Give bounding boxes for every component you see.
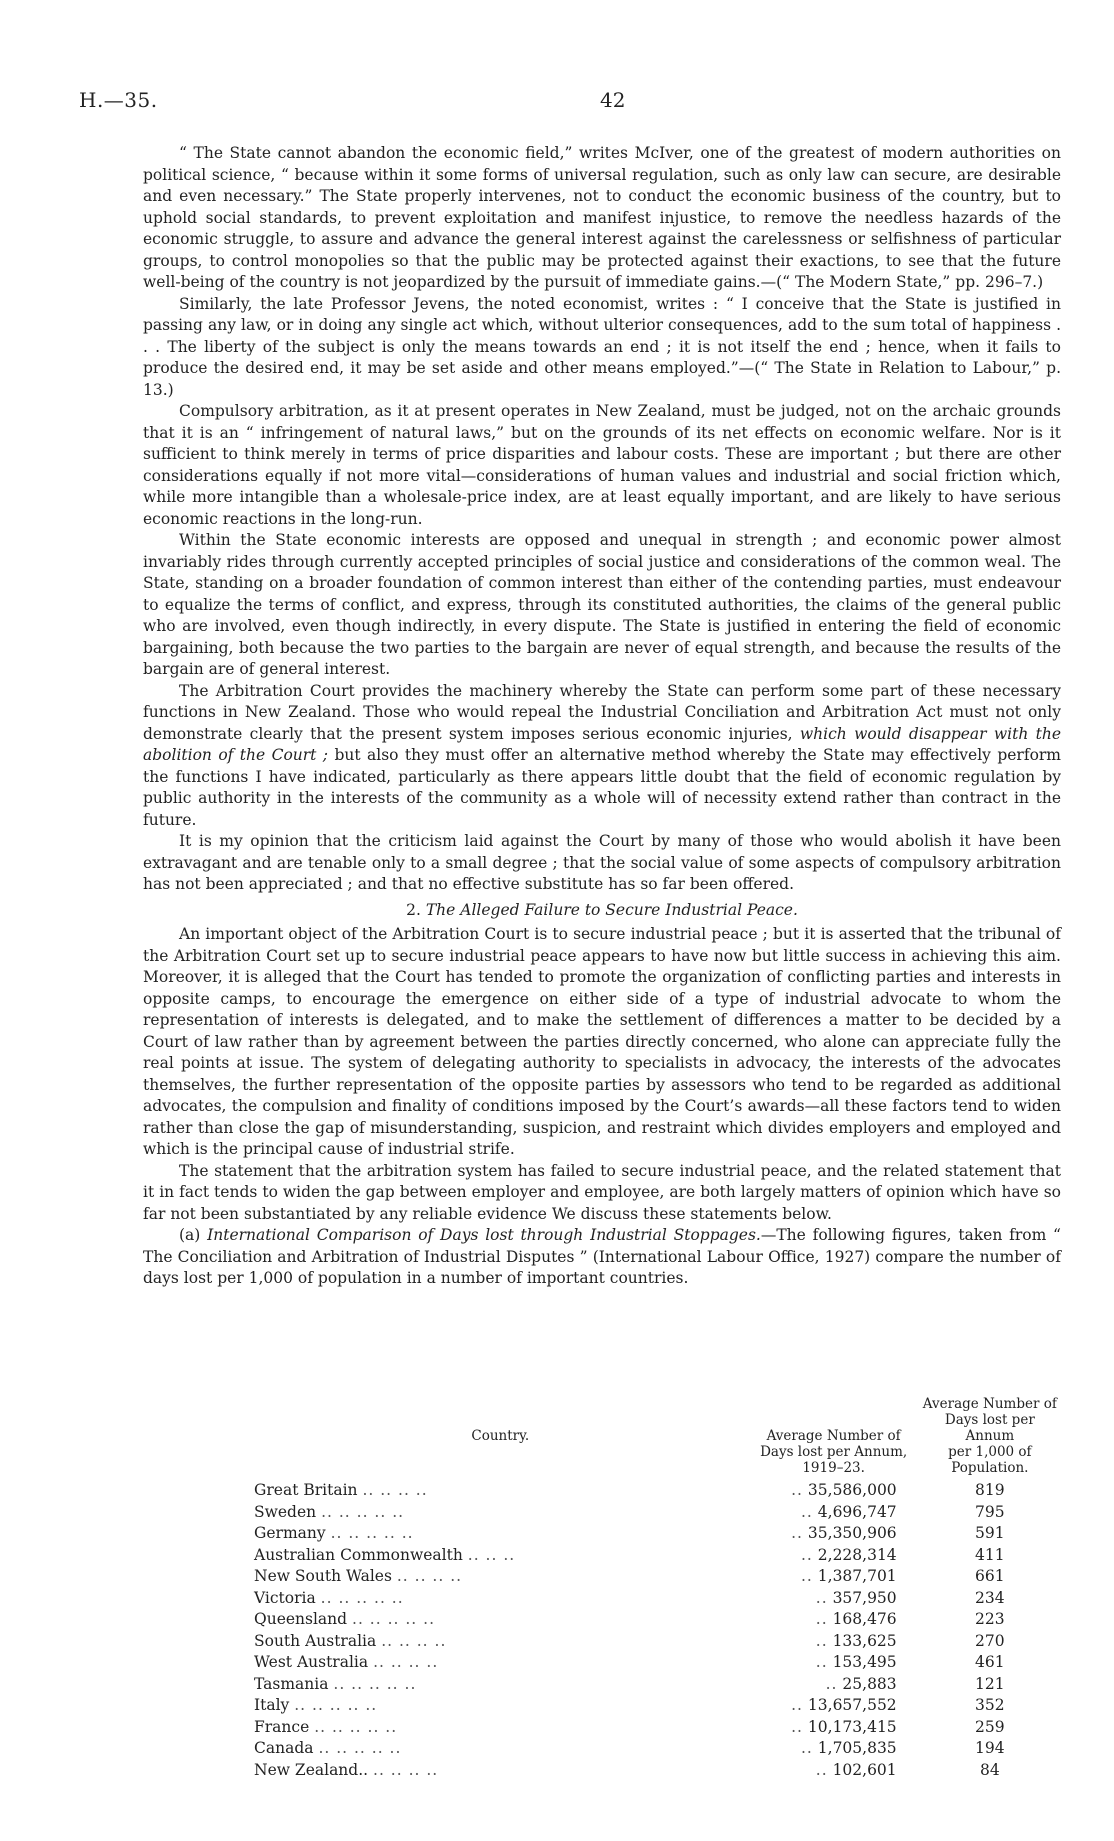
paragraph: Similarly, the late Professor Jevens, the noted economist, writes : “ I conceive that the State is justified in passing any law, or in doing any single act which, without ulterior consequences, add to the sum total of happiness . . . The liberty of the subject is only the means towards an end ; it is not itself the end ; hence, when it fails to produce the desired end, it may be set aside and other means employed.”—(“ The State in Relation to Labour,” p. 13.)	[143, 294, 1061, 399]
table-row	[143, 1480, 1061, 1502]
days-lost-cell: .. 2,228,314	[800, 1545, 897, 1564]
days-lost-cell: .. 1,705,835	[800, 1739, 897, 1757]
document-reference: H.—35.	[79, 88, 158, 112]
per-thousand-cell: 661	[975, 1567, 1005, 1585]
country-cell: Victoria .. .. .. .. ..	[254, 1588, 404, 1607]
subsection-label: (a)	[179, 1226, 201, 1244]
days-lost-cell: .. 13,657,552	[791, 1696, 897, 1714]
table-row	[143, 1717, 1061, 1739]
per-thousand-cell: 194	[975, 1739, 1005, 1757]
table-row	[143, 1545, 1061, 1567]
leader-dots: .. .. .. ..	[373, 1653, 439, 1671]
table-row	[143, 1631, 1061, 1653]
days-lost-cell: .. 168,476	[815, 1610, 897, 1628]
days-lost-cell: .. 102,601	[815, 1760, 897, 1779]
per-thousand-cell: 223	[975, 1610, 1005, 1628]
body-text	[143, 143, 1061, 1290]
table-row	[143, 1502, 1061, 1524]
per-thousand-cell: 259	[975, 1717, 1005, 1736]
country-cell: Sweden .. .. .. .. ..	[254, 1502, 405, 1521]
leader-dots: .. .. .. .. ..	[321, 1502, 405, 1521]
per-thousand-cell: 411	[975, 1545, 1005, 1564]
country-cell: South Australia .. .. .. ..	[254, 1631, 447, 1650]
subsection-text: —The following figures, taken from “ The Conciliation and Arbitration of Industrial Disputes ” (International Labour Office, 1927) compare the number of days lost per 1,000 of population in a number of important countries.	[143, 1226, 1061, 1287]
table-header-row	[143, 1395, 1061, 1480]
country-cell: New South Wales .. .. .. ..	[254, 1567, 463, 1585]
page-header	[0, 88, 1114, 112]
per-thousand-cell: 461	[975, 1653, 1005, 1671]
paragraph: It is my opinion that the criticism laid against the Court by many of those who would abolish it have been extravagant and are tenable only to a small degree ; that the social value of some aspects of compulsory arbitration has not been appreciated ; and that no effective substitute has so far been offered.	[143, 832, 1061, 893]
leader-dots: .. .. .. .. ..	[330, 1524, 414, 1542]
paragraph: Compulsory arbitration, as it at present operates in New Zealand, must be judged, not on the archaic grounds that it is an “ infringement of natural laws,” but on the grounds of its net effects on economic welfare. Nor is it sufficient to think merely in terms of price disparities and labour costs. These are important ; but there are other considerations equally if not more vital—considerations of human values and industrial and social friction which, while more intangible than a wholesale-price index, are at least equally important, and are likely to have serious economic reactions in the long-run.	[143, 402, 1061, 528]
stoppages-table	[143, 1395, 1061, 1781]
per-thousand-cell: 352	[975, 1696, 1005, 1714]
days-lost-cell: .. 35,350,906	[791, 1524, 897, 1542]
paragraph-text: but also they must offer an alternative method whereby the State may effectively perform the functions I have indicated, particularly as there appears little doubt that the field of economic regulation by public authority in the interests of the community as a whole will of necessity extend rather than contract in the future.	[143, 746, 1062, 829]
country-cell: Great Britain .. .. .. ..	[254, 1481, 428, 1499]
days-lost-cell: .. 357,950	[815, 1588, 897, 1607]
leader-dots: .. .. .. .. ..	[314, 1717, 398, 1736]
leader-dots: .. .. .. .. ..	[352, 1610, 435, 1628]
italic-phrase: which would disappear with the abolition of the Court ;	[143, 724, 1061, 764]
leader-dots: .. .. .. .. ..	[294, 1696, 378, 1714]
country-cell: New Zealand.. .. .. .. ..	[254, 1760, 439, 1779]
per-thousand-cell: 591	[975, 1524, 1005, 1542]
leader-dots: .. .. .. .. ..	[333, 1674, 417, 1693]
page-number: 42	[600, 88, 626, 112]
paragraph	[143, 681, 1061, 832]
paragraph: Within the State economic interests are opposed and unequal in strength ; and economic power almost invariably rides through currently accepted principles of social justice and considerations of the common weal. The State, standing on a broader foundation of common interest than either of the contending parties, must endeavour to equalize the terms of conflict, and express, through its constituted authorities, the claims of the general public who are involved, even though indirectly, in every dispute. The State is justified in entering the field of economic bargaining, both because the two parties to the bargain are never of equal strength, and because the results of the bargain are of general interest.	[143, 531, 1061, 678]
leader-dots: .. .. .. ..	[373, 1760, 439, 1779]
paragraph	[143, 1225, 1061, 1290]
days-lost-cell: .. 10,173,415	[791, 1717, 897, 1736]
per-thousand-cell: 121	[975, 1674, 1005, 1693]
days-lost-cell: .. 133,625	[815, 1631, 897, 1650]
days-lost-cell: .. 25,883	[825, 1674, 897, 1693]
per-thousand-cell: 795	[975, 1502, 1005, 1521]
table-row	[143, 1652, 1061, 1674]
section-heading	[143, 900, 1061, 922]
per-thousand-cell: 234	[975, 1588, 1005, 1607]
per-thousand-cell: 819	[975, 1481, 1005, 1499]
per-thousand-header: Average Number of Days lost per Annum per 1,000 of Population.	[922, 1396, 1057, 1476]
country-cell: Germany .. .. .. .. ..	[254, 1524, 414, 1542]
paragraph-text: The Arbitration Court provides the machinery whereby the State can perform some part of these necessary functions in New Zealand. Those who would repeal the Industrial Conciliation and Arbitration Act must not only demonstrate clearly that the present system imposes serious economic injuries,	[143, 681, 1061, 743]
days-lost-cell: .. 153,495	[815, 1653, 897, 1671]
table-row	[143, 1566, 1061, 1588]
section-number: 2.	[406, 900, 421, 919]
leader-dots: .. .. .. ..	[396, 1567, 463, 1585]
leader-dots: .. .. ..	[467, 1545, 516, 1564]
table-row	[143, 1674, 1061, 1696]
days-lost-cell: .. 4,696,747	[800, 1502, 897, 1521]
country-header: Country.	[471, 1428, 530, 1444]
country-cell: Italy .. .. .. .. ..	[254, 1696, 378, 1714]
table-row	[143, 1695, 1061, 1717]
country-cell: France .. .. .. .. ..	[254, 1717, 398, 1736]
per-thousand-cell: 270	[975, 1631, 1005, 1650]
days-lost-cell: .. 35,586,000	[791, 1481, 897, 1499]
table-row	[143, 1588, 1061, 1610]
days-lost-header: Average Number of Days lost per Annum, 1919–23.	[760, 1428, 908, 1476]
paragraph: The statement that the arbitration system has failed to secure industrial peace, and the related statement that it in fact tends to widen the gap between employer and employee, are both largely matters of opinion which have so far not been substantiated by any reliable evidence We discuss these statements below.	[143, 1161, 1061, 1223]
leader-dots: .. .. .. ..	[381, 1631, 447, 1650]
per-thousand-cell: 84	[979, 1760, 1000, 1779]
paragraph: “ The State cannot abandon the economic field,” writes McIver, one of the greatest of modern authorities on political science, “ because within it some forms of universal regulation, such as only law can secure, are desirable and even necessary.” The State properly intervenes, not to conduct the economic business of the country, but to uphold social standards, to prevent exploitation and manifest injustice, to remove the needless hazards of the economic struggle, to assure and advance the general interest against the carelessness or selfishness of particular groups, to control monopolies so that the public may be protected against their exactions, to see that the future well-being of the country is not jeopardized by the pursuit of immediate gains.—(“ The Modern State,” pp. 296–7.)	[143, 144, 1061, 291]
paragraph: An important object of the Arbitration Court is to secure industrial peace ; but it is asserted that the tribunal of the Arbitration Court set up to secure industrial peace appears to have now but little success in achieving this aim. Moreover, it is alleged that the Court has tended to promote the organization of conflicting parties and interests in opposite camps, to encourage the emergence on either side of a type of industrial advocate to whom the representation of interests is delegated, and to make the settlement of differences a matter to be decided by a Court of law rather than by agreement between the parties directly concerned, who alone can appreciate fully the real points at issue. The system of delegating authority to specialists in advocacy, the interests of the advocates themselves, the further representation of the opposite parties by assessors who tend to be regarded as additional advocates, the compulsion and finality of conditions imposed by the Court’s awards—all these factors tend to widen rather than close the gap of misunderstanding, suspicion, and restraint which divides employers and employed and which is the principal cause of industrial strife.	[143, 925, 1061, 1158]
table-row	[143, 1738, 1061, 1760]
days-lost-cell: .. 1,387,701	[800, 1567, 897, 1585]
leader-dots: .. .. .. .. ..	[320, 1588, 404, 1607]
subsection-title: International Comparison of Days lost through Industrial Stoppages.	[207, 1226, 761, 1244]
country-cell: West Australia .. .. .. ..	[254, 1653, 439, 1671]
country-cell: Canada .. .. .. .. ..	[254, 1739, 402, 1757]
country-cell: Australian Commonwealth .. .. ..	[254, 1545, 516, 1564]
section-title: The Alleged Failure to Secure Industrial Peace.	[425, 900, 798, 919]
table-row	[143, 1523, 1061, 1545]
table-row	[143, 1760, 1061, 1782]
leader-dots: .. .. .. ..	[362, 1481, 428, 1499]
table-row	[143, 1609, 1061, 1631]
country-cell: Tasmania .. .. .. .. ..	[254, 1674, 417, 1693]
leader-dots: .. .. .. .. ..	[318, 1739, 402, 1757]
country-cell: Queensland .. .. .. .. ..	[254, 1610, 435, 1628]
